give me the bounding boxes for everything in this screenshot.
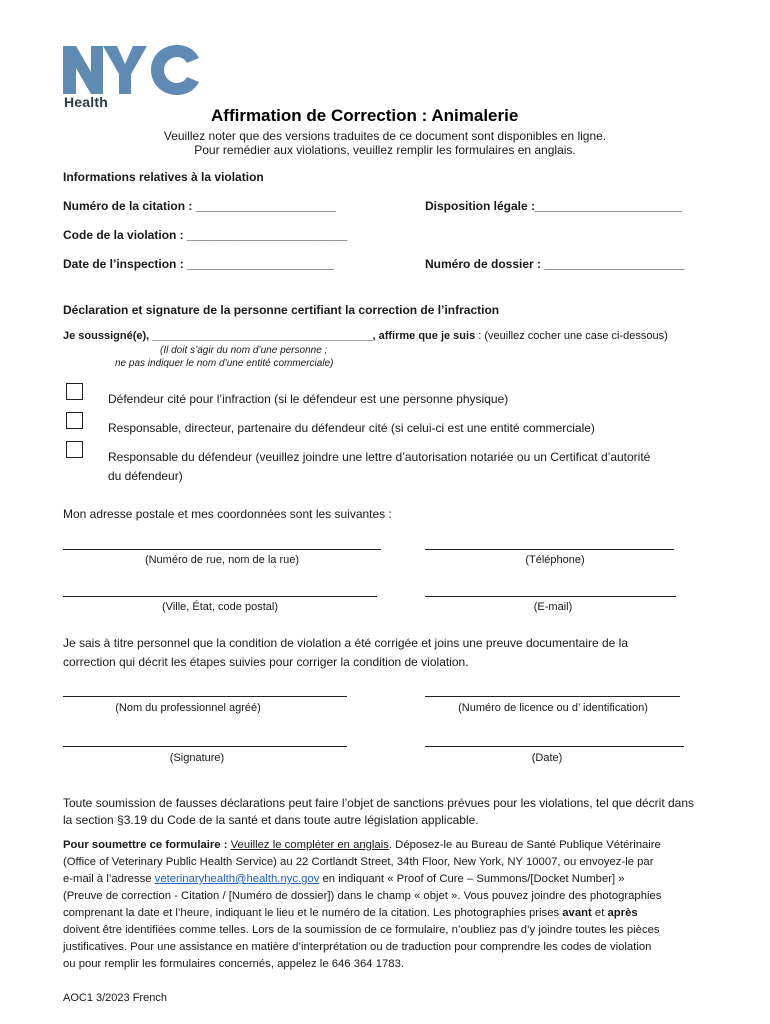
declarant-note-2: ne pas indiquer le nom d’une entité commerciale)	[115, 358, 334, 369]
phone-input-line[interactable]	[425, 549, 674, 550]
attest-line-2: correction qui décrit les étapes suivies pour corriger la condition de violation.	[63, 655, 469, 669]
phone-label: (Téléphone)	[525, 554, 585, 566]
license-input-line[interactable]	[425, 696, 680, 697]
intro-line-2: Pour remédier aux violations, veuillez remplir les formulaires en anglais.	[194, 143, 576, 157]
signature-input-line[interactable]	[63, 746, 347, 747]
checkbox-defendant-responsible[interactable]	[66, 441, 83, 458]
et-text: et	[591, 907, 608, 919]
submit-line-7: justificatives. Pour une assistance en matière d’interprétation ou de traduction pour comprendre les codes de violation	[63, 941, 652, 953]
professional-label: (Nom du professionnel agréé)	[115, 702, 261, 714]
date-label: (Date)	[531, 752, 563, 764]
inspection-date-field[interactable]: Date de l’inspection : ______________________	[63, 257, 334, 271]
health-wordmark: Health	[64, 94, 108, 110]
signature-label: (Signature)	[169, 752, 225, 764]
city-input-line[interactable]	[63, 596, 377, 597]
option-defendant-responsible: Responsable du défendeur (veuillez joindre une lettre d’autorisation notariée ou un Certificat d’autorité	[108, 450, 651, 464]
option-defendant-entity: Responsable, directeur, partenaire du défendeur cité (si celui-ci est une entité commerciale)	[108, 421, 595, 435]
license-label: (Numéro de licence ou d’ identification)	[458, 702, 648, 714]
declarant-instruction: : (veuillez cocher une case ci-dessous)	[475, 330, 668, 342]
submit-line-3	[63, 871, 661, 888]
checkbox-defendant-entity[interactable]	[66, 412, 83, 429]
citation-number-field[interactable]: Numéro de la citation : _____________________	[63, 199, 336, 213]
submit-line-8: ou pour remplir les formulaires concernés, appelez le 646 364 1783.	[63, 958, 404, 970]
violation-code-field[interactable]: Code de la violation : ________________________	[63, 228, 348, 242]
professional-input-line[interactable]	[63, 696, 347, 697]
email-link[interactable]: veterinaryhealth@health.nyc.gov	[154, 873, 320, 885]
city-label: (Ville, État, code postal)	[162, 601, 278, 613]
checkbox-defendant-person[interactable]	[66, 383, 83, 400]
date-input-line[interactable]	[425, 746, 684, 747]
submit-line-3-post: en indiquant « Proof of Cure – Summons/[Docket Number] »	[319, 873, 625, 885]
street-input-line[interactable]	[63, 549, 381, 550]
violation-section-heading: Informations relatives à la violation	[63, 170, 264, 184]
submit-line-1-rest: . Déposez-le au Bureau de Santé Publique Vétérinaire	[388, 839, 661, 851]
declarant-line	[63, 330, 668, 342]
intro-line-1: Veuillez noter que des versions traduites de ce document sont disponibles en ligne.	[163, 129, 607, 143]
declaration-heading: Déclaration et signature de la personne certifiant la correction de l’infraction	[63, 303, 500, 317]
attest-line-1: Je sais à titre personnel que la condition de violation a été corrigée et joins une preuve documentaire de la	[63, 636, 629, 650]
warning-line-2: la section §3.19 du Code de la santé et dans toute autre législation applicable.	[63, 813, 479, 827]
submit-line-5-pre: comprenant la date et l’heure, indiquant le lieu et le numéro de la citation. Les photographies prises	[63, 907, 563, 919]
nyc-health-logo	[63, 44, 203, 116]
email-label: (E-mail)	[533, 601, 573, 613]
submit-line-1	[63, 837, 661, 854]
submit-line-6: doivent être identifiées comme telles. Lors de la soumission de ce formulaire, n’oubliez pas d’y joindre toutes les pièces	[63, 924, 660, 936]
dossier-number-field[interactable]: Numéro de dossier : _____________________	[425, 257, 685, 271]
nyc-logo-icon	[63, 44, 201, 96]
submit-line-2: (Office of Veterinary Public Health Service) au 22 Cortlandt Street, 34th Floor, New York, NY 10007, ou envoyez-le par	[63, 856, 654, 868]
submit-label: Pour soumettre ce formulaire :	[63, 839, 228, 851]
submit-line-5	[63, 905, 661, 922]
submit-instructions	[63, 837, 661, 973]
address-intro: Mon adresse postale et mes coordonnées sont les suivantes :	[63, 507, 392, 521]
declarant-note-1: (Il doit s’agir du nom d’une personne ;	[160, 345, 328, 356]
submit-english-note: Veuillez le compléter en anglais	[230, 839, 389, 851]
submit-line-3-pre: e-mail à l’adresse	[63, 873, 155, 885]
document-title: Affirmation de Correction : Animalerie	[211, 106, 519, 125]
avant-text: avant	[562, 907, 592, 919]
declarant-name-field[interactable]: Je soussigné(e), ____________________________________, affirme que je suis	[63, 330, 476, 342]
apres-text: après	[607, 907, 638, 919]
warning-line-1: Toute soumission de fausses déclarations peut faire l’objet de sanctions prévues pour les violations, tel que décrit dans	[63, 796, 695, 810]
option-defendant-responsible-cont: du défendeur)	[108, 469, 183, 483]
option-defendant-person: Défendeur cité pour l’infraction (si le défendeur est une personne physique)	[108, 392, 509, 406]
legal-disposition-field[interactable]: Disposition légale :______________________	[425, 199, 682, 213]
submit-line-4: (Preuve de correction - Citation / [Numéro de dossier]) dans le champ « objet ». Vous pouvez joindre des photographies	[63, 890, 662, 902]
street-label: (Numéro de rue, nom de la rue)	[144, 554, 300, 566]
email-input-line[interactable]	[425, 596, 676, 597]
form-footer-code: AOC1 3/2023 French	[63, 992, 167, 1004]
